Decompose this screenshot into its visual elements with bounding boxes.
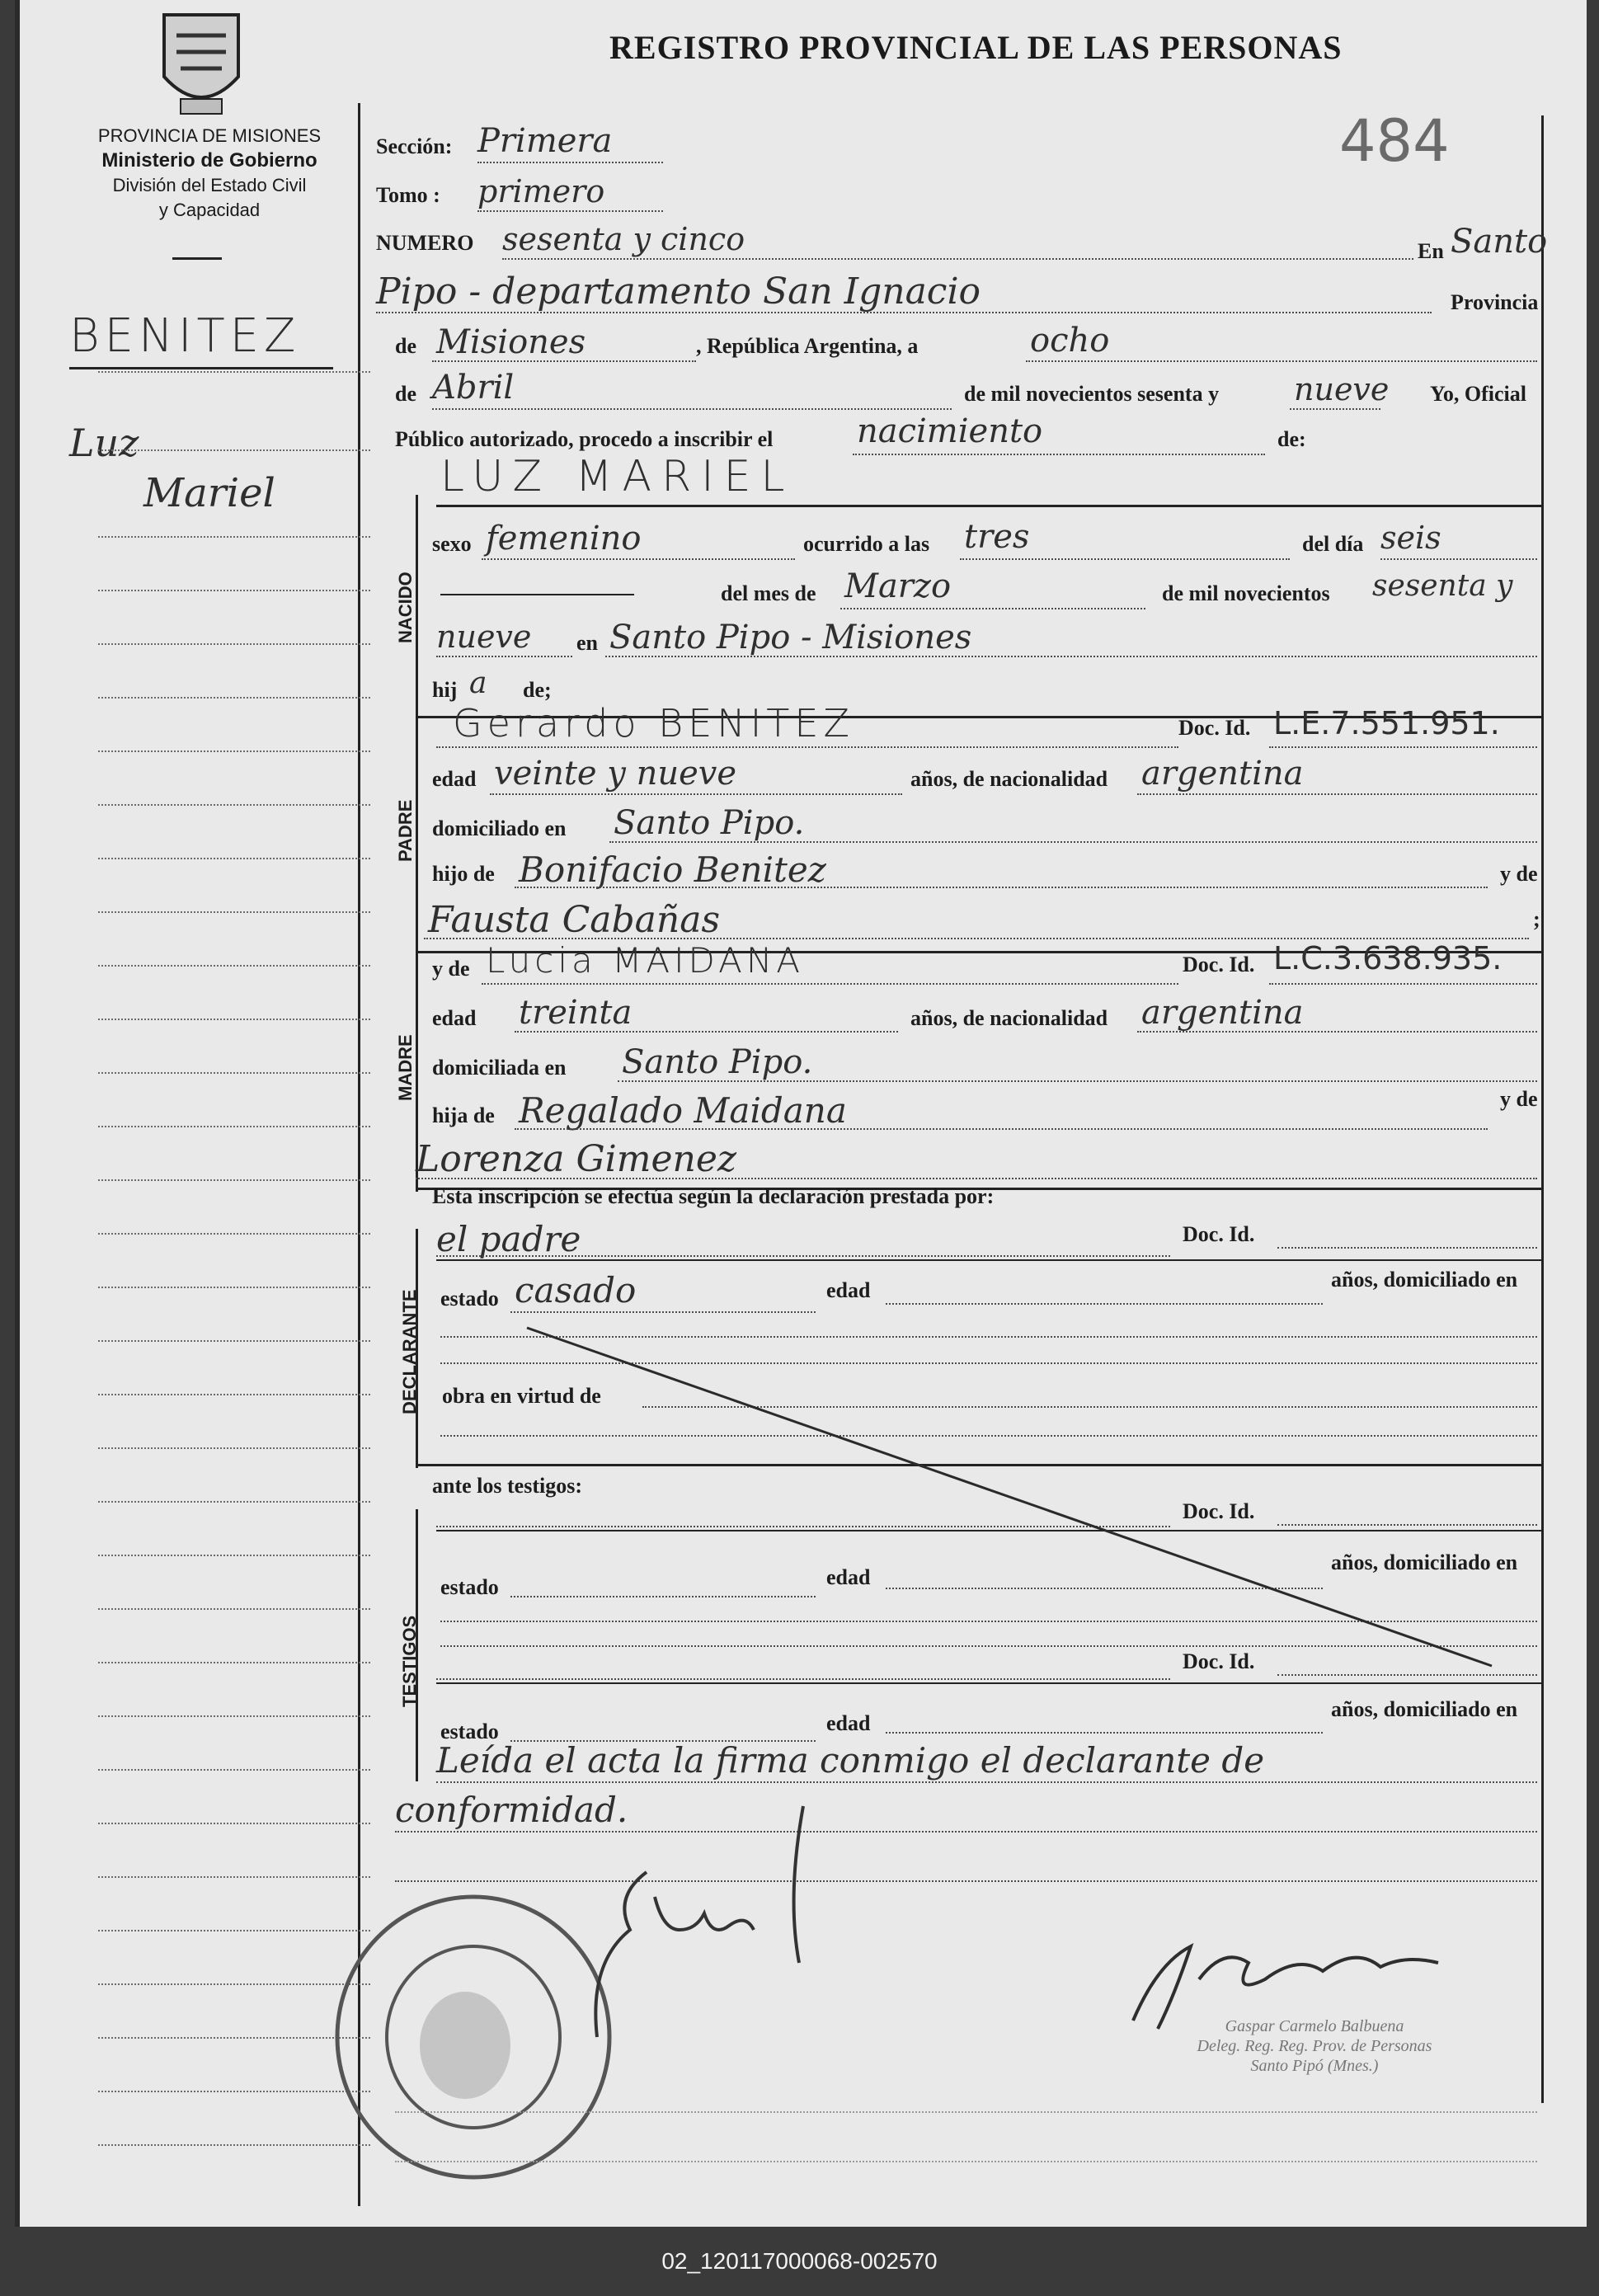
label-mil-nov: de mil novecientos sesenta y: [964, 382, 1220, 406]
value-en: Santo: [1451, 223, 1548, 261]
label-obra: obra en virtud de: [442, 1384, 601, 1408]
value-madre-doc: L.C.3.638.935.: [1273, 940, 1503, 976]
section-nacido: NACIDO: [395, 572, 416, 643]
declarante-rule: [436, 1259, 1541, 1261]
cancellation-line: [515, 1320, 1504, 1674]
value-cierre-2: conformidad.: [395, 1790, 628, 1830]
document-sheet: [15, 0, 1587, 2227]
signature-place: Santo Pipó (Mnes.): [1250, 2057, 1379, 2075]
declarant-signature: [581, 1798, 844, 2062]
label-madre-dom: domiciliada en: [432, 1056, 567, 1080]
value-padre-dom: Santo Pipo.: [614, 804, 805, 842]
label-en2: en: [576, 631, 598, 655]
label-test1-dom: años, domiciliado en: [1331, 1550, 1518, 1574]
value-cierre-1: Leída el acta la firma conmigo el declarante de: [436, 1740, 1265, 1781]
value-decl-estado: casado: [515, 1270, 637, 1310]
label-padre-doc: Doc. Id.: [1178, 716, 1251, 740]
main-right-border: [1541, 115, 1544, 2103]
label-republica: , República Argentina, a: [696, 334, 919, 358]
value-madre-nac: argentina: [1141, 994, 1304, 1032]
label-ante-testigos: ante los testigos:: [432, 1474, 582, 1498]
value-padre-edad: veinte y nueve: [494, 755, 737, 793]
value-de-prov: Misiones: [436, 323, 586, 361]
label-madre-edad: edad: [432, 1006, 477, 1030]
label-provincia: Provincia: [1451, 290, 1539, 314]
label-ocurrido: ocurrido a las: [803, 532, 930, 556]
margin-given-2: Mariel: [143, 470, 275, 516]
value-abuela-m: Lorenza Gimenez: [416, 1138, 737, 1180]
label-del-mes: del mes de: [721, 581, 816, 605]
margin-surname: BENITEZ: [69, 309, 301, 363]
label-y-de: y de: [1500, 862, 1538, 886]
value-madre-dom: Santo Pipo.: [622, 1043, 813, 1081]
label-tomo: Tomo :: [376, 183, 440, 207]
value-abuela-p: Fausta Cabañas: [428, 899, 721, 941]
section-testigos: TESTIGOS: [399, 1615, 420, 1707]
value-declarante: el padre: [436, 1219, 581, 1259]
test2-rule: [436, 1682, 1541, 1684]
file-id-footer: 02_120117000068-002570: [0, 2227, 1599, 2296]
label-test2-doc: Doc. Id.: [1183, 1649, 1255, 1673]
label-decl-dom: años, domiciliado en: [1331, 1268, 1518, 1292]
value-lugar-nac: Santo Pipo - Misiones: [609, 619, 972, 656]
label-padre-edad: edad: [432, 767, 477, 791]
label-oficial: Yo, Oficial: [1430, 382, 1526, 406]
org-header: [36, 124, 383, 223]
section-padre: PADRE: [395, 799, 416, 862]
label-del-dia: del día: [1302, 532, 1364, 556]
value-padre-doc: L.E.7.551.951.: [1273, 705, 1500, 741]
value-numero: sesenta y cinco: [502, 221, 745, 257]
label-en: En: [1418, 239, 1444, 263]
org-province: PROVINCIA DE MISIONES: [97, 125, 322, 146]
label-test1-doc: Doc. Id.: [1183, 1499, 1255, 1523]
label-publico: Público autorizado, procedo a inscribir el: [395, 427, 774, 451]
value-madre-nombre: Lucia MAIDANA: [486, 940, 804, 981]
value-padre-nombre: Gerardo BENITEZ: [453, 701, 854, 746]
provincial-crest-icon: [152, 7, 251, 122]
label-decl-edad: edad: [826, 1278, 871, 1302]
label-madre-doc: Doc. Id.: [1183, 953, 1255, 976]
value-dia-nac: seis: [1380, 520, 1441, 556]
org-capacity: y Capacidad: [158, 200, 261, 220]
signature-block: [1133, 2016, 1496, 2076]
label-decl-doc: Doc. Id.: [1183, 1222, 1255, 1246]
value-anio: nueve: [1294, 371, 1390, 407]
label-numero: NUMERO: [376, 231, 474, 255]
label-mil-nov2: de mil novecientos: [1162, 581, 1330, 605]
value-tomo: primero: [477, 173, 605, 209]
margin-rule: [69, 367, 333, 369]
label-madre-nac: años, de nacionalidad: [910, 1006, 1108, 1030]
label-hija-de: hija de: [432, 1103, 495, 1127]
label-esta-inscripcion: Esta inscripción se efectúa según la declaración prestada por:: [432, 1184, 995, 1208]
value-abuelo-m: Regalado Maidana: [519, 1090, 847, 1131]
label-padre-nac: años, de nacionalidad: [910, 767, 1108, 791]
label-test2-edad: edad: [826, 1711, 871, 1735]
label-test2-estado: estado: [440, 1720, 499, 1743]
label-hijo-de: hijo de: [432, 862, 495, 886]
label-de-mes: de: [395, 382, 416, 406]
value-nombre: LUZ MARIEL: [440, 452, 795, 501]
signature-name: Gaspar Carmelo Balbuena: [1225, 2017, 1404, 2035]
label-test2-dom: años, domiciliado en: [1331, 1697, 1518, 1721]
org-ministry: Ministerio de Gobierno: [101, 149, 317, 172]
value-acto: nacimiento: [857, 412, 1043, 450]
value-mes: Abril: [432, 369, 515, 407]
section-declarante: DECLARANTE: [399, 1289, 420, 1414]
value-dia: ocho: [1030, 322, 1110, 360]
nombre-rule: [436, 505, 1541, 507]
value-anio-nac-b: nueve: [436, 619, 532, 655]
value-anio-nac-a: sesenta y: [1372, 569, 1513, 603]
value-mes-nac: Marzo: [844, 567, 952, 605]
label-madre-y-de-2: y de: [1500, 1087, 1538, 1111]
label-madre-y-de: y de: [432, 957, 470, 981]
label-test1-edad: edad: [826, 1565, 871, 1589]
label-hij: hij: [432, 678, 458, 702]
label-test1-estado: estado: [440, 1575, 499, 1599]
label-de-semi: de;: [523, 678, 552, 702]
label-de-colon: de:: [1277, 427, 1306, 451]
value-sexo: femenino: [486, 520, 642, 558]
label-sexo: sexo: [432, 532, 472, 556]
official-stamp: [329, 1889, 618, 2185]
short-rule: [440, 594, 634, 595]
label-seccion: Sección:: [376, 134, 453, 158]
label-de-prov: de: [395, 334, 416, 358]
signature-role: Deleg. Reg. Reg. Prov. de Personas: [1197, 2037, 1432, 2055]
value-localidad: Pipo - departamento San Ignacio: [376, 271, 981, 313]
org-division: División del Estado Civil: [112, 175, 307, 195]
section-madre: MADRE: [395, 1034, 416, 1101]
org-divider: [172, 257, 222, 260]
page-number: 484: [1339, 107, 1450, 175]
document-title: REGISTRO PROVINCIAL DE LAS PERSONAS: [609, 29, 1343, 66]
value-seccion: Primera: [477, 122, 613, 160]
value-hij-suffix: a: [469, 666, 487, 700]
label-padre-dom: domiciliado en: [432, 816, 567, 840]
value-padre-nac: argentina: [1141, 755, 1304, 793]
label-semicolon: ;: [1533, 907, 1540, 931]
margin-given-1: Luz: [69, 421, 139, 465]
label-decl-estado: estado: [440, 1287, 499, 1310]
value-abuelo-p: Bonifacio Benitez: [519, 849, 826, 890]
value-hora: tres: [964, 518, 1030, 556]
value-madre-edad: treinta: [519, 994, 633, 1032]
